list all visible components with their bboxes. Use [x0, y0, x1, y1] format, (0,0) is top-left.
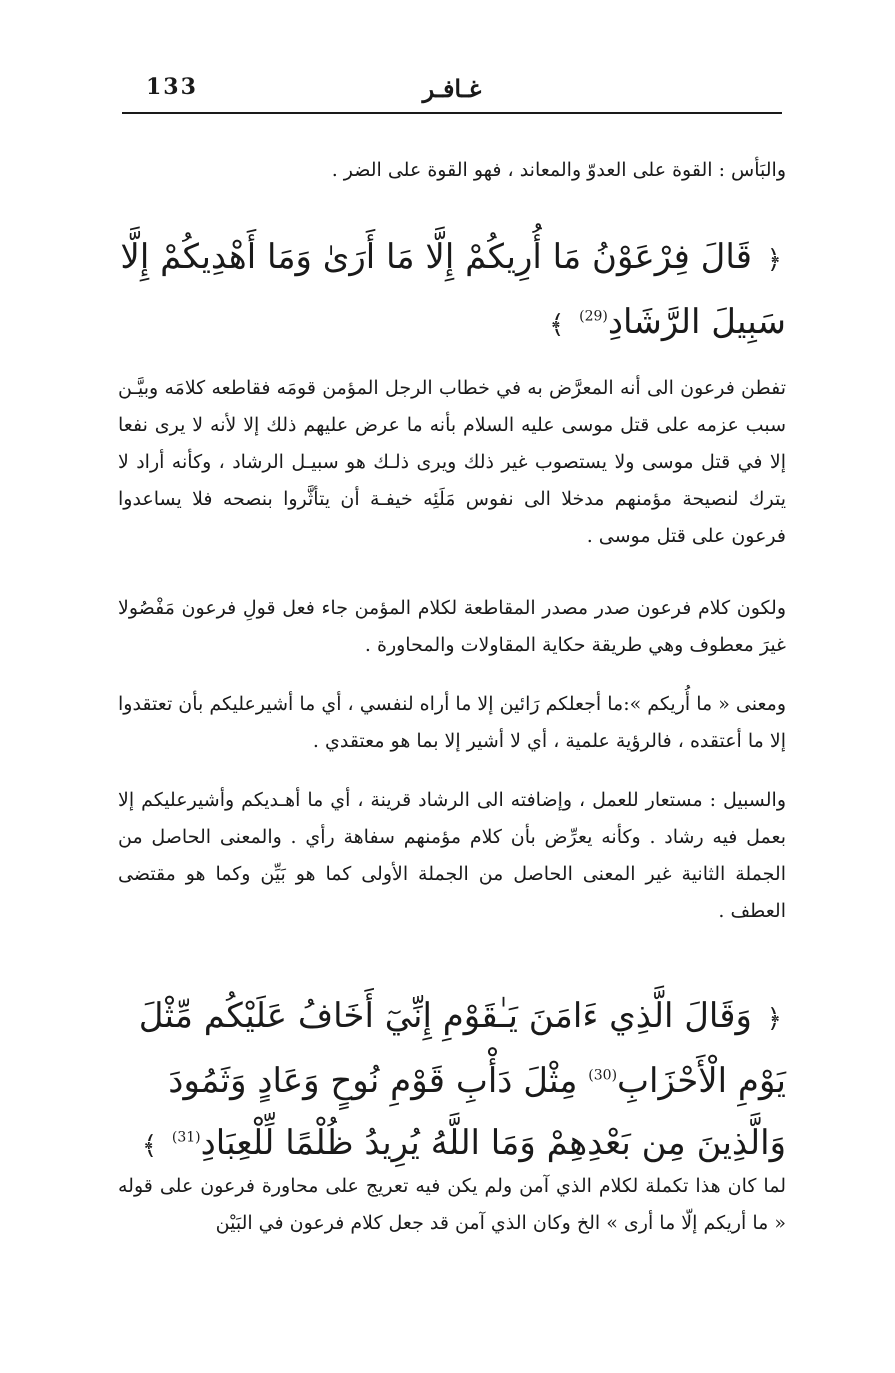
verse-30-31 — [118, 985, 786, 1177]
definition-line: والبَأس : القوة على العدوّ والمعاند ، فهو القوة على الضر . — [331, 159, 786, 181]
footnote-31: (31) — [171, 1129, 201, 1146]
verse-29 — [118, 226, 786, 356]
verse-open-ornament: ﴿ — [766, 1004, 782, 1034]
page-number: 133 — [146, 74, 198, 100]
verse-31-text: مِثْلَ دَأْبِ قَوْمِ نُوحٍ وَعَادٍ وَثَمُودَ وَالَّذِينَ مِن بَعْدِهِمْ وَمَا اللَّهُ يُرِيدُ ظُلْمًا لِّلْعِبَادِ — [168, 1061, 786, 1163]
page-header — [122, 72, 782, 114]
paragraph-4: والسبيل : مستعار للعمل ، وإضافته الى الرشاد قرينة ، أي ما أهـديكم وأشيرعليكم إلا بعمل فيه رشاد . وكأنه يعرِّض بأن كلام مؤمنهم سفاهة رأي . والمعنى الحاصل من الجملة الثانية غير المعنى الحاصل من الجملة الأولى كما هو بَيِّن وكما هو مقتضى العطف . — [118, 789, 786, 922]
verse-open-ornament: ﴿ — [766, 245, 782, 275]
final-paragraph: لما كان هذا تكملة لكلام الذي آمن ولم يكن فيه تعريج على محاورة فرعون على قوله « ما أريكم إلّا ما أرى » الخ وكان الذي آمن قد جعل كلام فرعون في البَيْن — [118, 1175, 786, 1234]
verse-close-ornament: ﴾ — [549, 310, 565, 340]
paragraph-3: ومعنى « ما أُريكم »:ما أجعلكم رَائين إلا ما أراه لنفسي ، أي ما أشيرعليكم بأن تعتقدوا إلا ما أعتقده ، فالرؤية علمية ، أي لا أشير إلا بما هو معتقدي . — [118, 693, 786, 752]
verse-close-ornament: ﴾ — [141, 1131, 158, 1161]
paragraph-1: تفطن فرعون الى أنه المعرَّض به في خطاب الرجل المؤمن قومَه فقاطعه كلامَه وبيَّـن سبب عزمه على قتل موسى عليه السلام بأنه ما عرض عليهم ذلك إلا لأنه لا يرى نفعا إلا في قتل موسى ولا يستصوب غير ذلك ويرى ذلـك هو سبيـل الرشاد ، وكأنه أراد لا يترك لنصيحة مؤمنهم مدخلا الى نفوس مَلَئِه خيفـة أن يتأثَّروا بنصحه فلا يساعدوا فرعون على قتل موسى . — [118, 377, 786, 547]
footnote-30: (30) — [588, 1067, 618, 1084]
footnote-29: (29) — [579, 308, 608, 325]
verse-29-text: قَالَ فِرْعَوْنُ مَا أُرِيكُمْ إِلَّا مَا أَرَىٰ وَمَا أَهْدِيكُمْ إِلَّا سَبِيلَ الرَّشَادِ — [120, 237, 786, 342]
paragraph-2: ولكون كلام فرعون صدر مصدر المقاطعة لكلام المؤمن جاء فعل قولِ فرعون مَفْصُولا غيرَ معطوف وهي طريقة حكاية المقاولات والمحاورة . — [118, 597, 786, 656]
surah-title: غـافـر — [422, 74, 482, 103]
verse-30-text: وَقَالَ الَّذِي ءَامَنَ يَـٰقَوْمِ إِنِّيٓ أَخَافُ عَلَيْكُم مِّثْلَ يَوْمِ الْأَحْزَابِ — [138, 996, 786, 1101]
